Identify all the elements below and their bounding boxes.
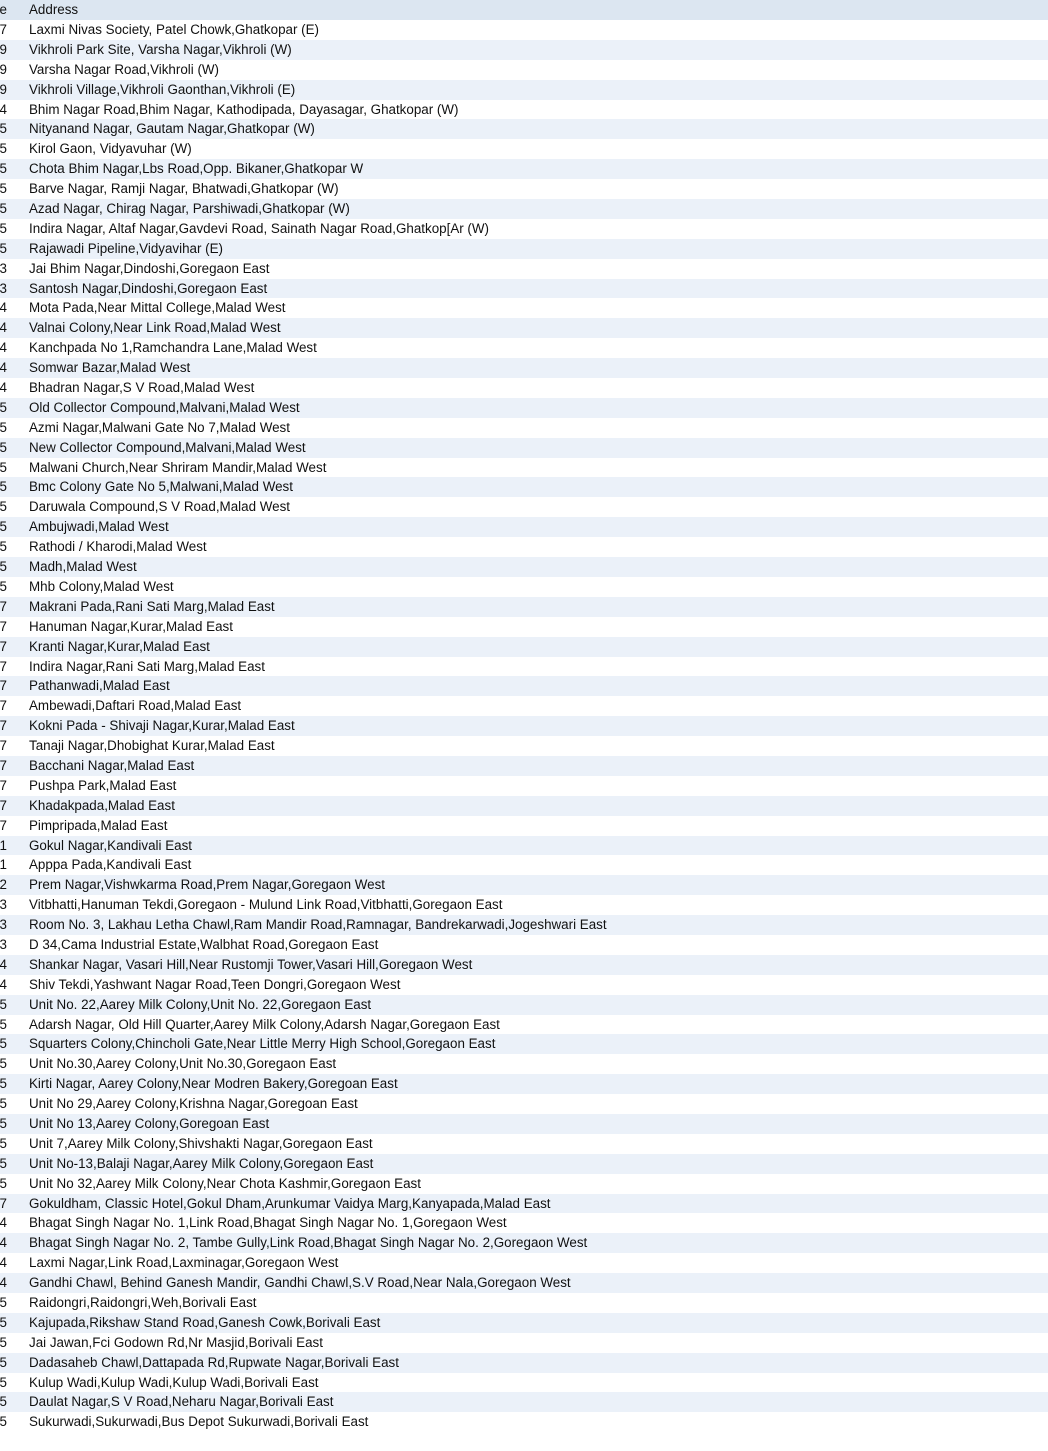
row-number-cell: 3 [0, 260, 7, 276]
address-cell: Dadasaheb Chawl,Dattapada Rd,Rupwate Nagar,Borivali East [29, 1354, 399, 1370]
address-cell: Bhagat Singh Nagar No. 2, Tambe Gully,Link Road,Bhagat Singh Nagar No. 2,Goregaon West [29, 1235, 588, 1251]
table-row [0, 637, 1048, 657]
row-number-cell: 5 [0, 1295, 7, 1310]
table-row [0, 239, 1048, 259]
table-row [0, 517, 1048, 537]
row-number-cell: 2 [0, 877, 7, 893]
address-cell: Khadakpada,Malad East [29, 797, 175, 813]
row-number-cell: 7 [0, 797, 7, 813]
address-cell: Vikhroli Park Site, Varsha Nagar,Vikhroli (W) [29, 41, 292, 57]
address-cell: Barve Nagar, Ramji Nagar, Bhatwadi,Ghatkopar (W) [29, 181, 339, 197]
address-cell: Indira Nagar, Altaf Nagar,Gavdevi Road, Sainath Nagar Road,Ghatkop[Ar (W) [29, 220, 489, 236]
address-cell: Bacchani Nagar,Malad East [29, 757, 195, 773]
table-row [0, 696, 1048, 716]
address-cell: Ambewadi,Daftari Road,Malad East [29, 698, 242, 714]
table-row [0, 338, 1048, 358]
address-cell: Unit No 29,Aarey Colony,Krishna Nagar,Goregoan East [29, 1096, 358, 1112]
address-rows [0, 20, 1048, 1432]
table-row [0, 497, 1048, 517]
address-cell: Santosh Nagar,Dindoshi,Goregaon East [29, 280, 268, 296]
row-number-cell: 7 [0, 1195, 7, 1211]
row-number-cell: 5 [0, 479, 7, 495]
row-number-cell: 5 [0, 996, 7, 1012]
row-number-cell: 5 [0, 399, 7, 415]
address-cell: Prem Nagar,Vishwkarma Road,Prem Nagar,Goregaon West [29, 877, 386, 893]
table-row [0, 975, 1048, 995]
table-row [0, 398, 1048, 418]
address-cell: Unit No-13,Balaji Nagar,Aarey Milk Colony,Goregaon East [29, 1155, 374, 1171]
table-row [0, 1293, 1048, 1313]
table-row [0, 1174, 1048, 1194]
address-cell: Laxmi Nivas Society, Patel Chowk,Ghatkopar (E) [29, 22, 319, 37]
table-row [0, 577, 1048, 597]
address-cell: Apppa Pada,Kandivali East [29, 857, 192, 873]
row-number-cell: 5 [0, 559, 7, 575]
address-cell: Daulat Nagar,S V Road,Neharu Nagar,Borivali East [29, 1394, 334, 1410]
table-row [0, 60, 1048, 80]
table-row [0, 955, 1048, 975]
row-number-cell: 5 [0, 499, 7, 515]
table-row [0, 1392, 1048, 1412]
table-row [0, 80, 1048, 100]
table-row [0, 756, 1048, 776]
row-number-cell: 5 [0, 578, 7, 594]
row-number-cell: 5 [0, 1056, 7, 1072]
address-cell: Kirol Gaon, Vidyavuhar (W) [29, 141, 192, 157]
row-number-cell: 7 [0, 598, 7, 614]
table-row [0, 20, 1048, 40]
row-number-cell: 4 [0, 976, 7, 992]
table-row [0, 458, 1048, 478]
address-cell: Madh,Malad West [29, 559, 137, 575]
row-number-cell: 4 [0, 320, 7, 336]
address-cell: Nityanand Nagar, Gautam Nagar,Ghatkopar (W) [29, 121, 315, 137]
row-number-cell: 4 [0, 380, 7, 396]
address-cell: Daruwala Compound,S V Road,Malad West [29, 499, 290, 515]
row-number-cell: 4 [0, 1275, 7, 1291]
address-cell: Pimpripada,Malad East [29, 817, 168, 833]
address-cell: Laxmi Nagar,Link Road,Laxminagar,Goregaon West [29, 1255, 339, 1271]
table-row [0, 1194, 1048, 1214]
row-number-cell: 4 [0, 340, 7, 356]
row-number-cell: 5 [0, 201, 7, 217]
address-cell: Raidongri,Raidongri,Weh,Borivali East [29, 1295, 257, 1310]
address-cell: Kokni Pada - Shivaji Nagar,Kurar,Malad East [29, 718, 295, 734]
table-row [0, 1233, 1048, 1253]
address-cell: Unit No 13,Aarey Colony,Goregoan East [29, 1115, 270, 1131]
table-row [0, 1313, 1048, 1333]
address-cell: Indira Nagar,Rani Sati Marg,Malad East [29, 658, 265, 674]
table-row [0, 895, 1048, 915]
row-number-cell: 5 [0, 1155, 7, 1171]
address-cell: Pathanwadi,Malad East [29, 678, 170, 694]
table-row [0, 219, 1048, 239]
row-number-cell: 1 [0, 837, 7, 853]
address-cell: Bhadran Nagar,S V Road,Malad West [29, 380, 255, 396]
table-row [0, 1074, 1048, 1094]
address-cell: Tanaji Nagar,Dhobighat Kurar,Malad East [29, 738, 275, 754]
row-number-cell: 5 [0, 539, 7, 555]
table-row [0, 1094, 1048, 1114]
address-cell: Unit No. 22,Aarey Milk Colony,Unit No. 22,Goregaon East [29, 996, 372, 1012]
row-number-cell: 4 [0, 300, 7, 316]
address-cell: Azad Nagar, Chirag Nagar, Parshiwadi,Ghatkopar (W) [29, 201, 350, 217]
row-number-cell: 4 [0, 956, 7, 972]
table-row [0, 915, 1048, 935]
address-cell: Sukurwadi,Sukurwadi,Bus Depot Sukurwadi,Borivali East [29, 1414, 369, 1430]
address-cell: Malwani Church,Near Shriram Mandir,Malad West [29, 459, 327, 475]
row-number-cell: 5 [0, 439, 7, 455]
row-number-cell: 5 [0, 1135, 7, 1151]
table-row [0, 159, 1048, 179]
address-cell: Rajawadi Pipeline,Vidyavihar (E) [29, 240, 224, 256]
header-left-cut: e [0, 2, 7, 17]
table-row [0, 1213, 1048, 1233]
table-row [0, 816, 1048, 836]
row-number-cell: 7 [0, 22, 7, 37]
table-row [0, 1154, 1048, 1174]
address-cell: Room No. 3, Lakhau Letha Chawl,Ram Mandir Road,Ramnagar, Bandrekarwadi,Jogeshwari East [29, 917, 607, 933]
address-cell: Jai Bhim Nagar,Dindoshi,Goregaon East [29, 260, 270, 276]
address-cell: Pushpa Park,Malad East [29, 777, 177, 793]
row-number-cell: 3 [0, 280, 7, 296]
row-number-cell: 5 [0, 1414, 7, 1430]
table-row [0, 119, 1048, 139]
address-cell: Shankar Nagar, Vasari Hill,Near Rustomji Tower,Vasari Hill,Goregaon West [29, 956, 473, 972]
row-number-cell: 4 [0, 1235, 7, 1251]
address-cell: Unit No.30,Aarey Colony,Unit No.30,Goregaon East [29, 1056, 337, 1072]
row-number-cell: 5 [0, 181, 7, 197]
row-number-cell: 7 [0, 777, 7, 793]
row-number-cell: 5 [0, 1314, 7, 1330]
table-row [0, 1054, 1048, 1074]
address-cell: Valnai Colony,Near Link Road,Malad West [29, 320, 281, 336]
table-row [0, 776, 1048, 796]
address-cell: Varsha Nagar Road,Vikhroli (W) [29, 61, 220, 77]
row-number-cell: 5 [0, 1354, 7, 1370]
table-row [0, 676, 1048, 696]
address-cell: Rathodi / Kharodi,Malad West [29, 539, 207, 555]
table-row [0, 1114, 1048, 1134]
table-row [0, 1034, 1048, 1054]
row-number-cell: 1 [0, 857, 7, 873]
table-row [0, 935, 1048, 955]
table-row [0, 298, 1048, 318]
address-cell: Jai Jawan,Fci Godown Rd,Nr Masjid,Borivali East [29, 1334, 323, 1350]
address-cell: Mhb Colony,Malad West [29, 578, 174, 594]
address-cell: Kranti Nagar,Kurar,Malad East [29, 638, 210, 654]
row-number-cell: 5 [0, 459, 7, 475]
row-number-cell: 5 [0, 519, 7, 535]
address-cell: Shiv Tekdi,Yashwant Nagar Road,Teen Dongri,Goregaon West [29, 976, 401, 992]
row-number-cell: 7 [0, 638, 7, 654]
table-row [0, 557, 1048, 577]
table-row [0, 139, 1048, 159]
table-row [0, 736, 1048, 756]
table-row [0, 875, 1048, 895]
address-cell: New Collector Compound,Malvani,Malad West [29, 439, 306, 455]
table-row [0, 1373, 1048, 1393]
table-row [0, 537, 1048, 557]
row-number-cell: 5 [0, 161, 7, 177]
table-row [0, 378, 1048, 398]
address-cell: Gandhi Chawl, Behind Ganesh Mandir, Gandhi Chawl,S.V Road,Near Nala,Goregaon West [29, 1275, 571, 1291]
address-cell: Azmi Nagar,Malwani Gate No 7,Malad West [29, 419, 290, 435]
table-row [0, 1253, 1048, 1273]
table-row [0, 597, 1048, 617]
address-cell: Kajupada,Rikshaw Stand Road,Ganesh Cowk,Borivali East [29, 1314, 381, 1330]
table-row [0, 259, 1048, 279]
row-number-cell: 7 [0, 718, 7, 734]
address-cell: Bhim Nagar Road,Bhim Nagar, Kathodipada, Dayasagar, Ghatkopar (W) [29, 101, 459, 117]
table-row [0, 1333, 1048, 1353]
row-number-cell: 5 [0, 1076, 7, 1092]
address-cell: Somwar Bazar,Malad West [29, 360, 191, 376]
row-number-cell: 5 [0, 1374, 7, 1390]
address-cell: Adarsh Nagar, Old Hill Quarter,Aarey Milk Colony,Adarsh Nagar,Goregaon East [29, 1016, 500, 1032]
table-row [0, 1134, 1048, 1154]
row-number-cell: 7 [0, 678, 7, 694]
row-number-cell: 5 [0, 1036, 7, 1052]
table-row [0, 855, 1048, 875]
row-number-cell: 9 [0, 41, 7, 57]
row-number-cell: 5 [0, 1394, 7, 1410]
row-number-cell: 7 [0, 738, 7, 754]
address-cell: Makrani Pada,Rani Sati Marg,Malad East [29, 598, 275, 614]
row-number-cell: 9 [0, 81, 7, 97]
address-cell: Kanchpada No 1,Ramchandra Lane,Malad West [29, 340, 317, 356]
row-number-cell: 4 [0, 1255, 7, 1271]
row-number-cell: 7 [0, 757, 7, 773]
table-row [0, 358, 1048, 378]
address-cell: Unit 7,Aarey Milk Colony,Shivshakti Nagar,Goregaon East [29, 1135, 373, 1151]
address-cell: Old Collector Compound,Malvani,Malad West [29, 399, 300, 415]
row-number-cell: 4 [0, 360, 7, 376]
row-number-cell: 9 [0, 61, 7, 77]
row-number-cell: 7 [0, 817, 7, 833]
table-row [0, 1353, 1048, 1373]
table-row [0, 40, 1048, 60]
row-number-cell: 5 [0, 121, 7, 137]
row-number-cell: 5 [0, 1175, 7, 1191]
table-row [0, 1015, 1048, 1035]
table-row [0, 318, 1048, 338]
row-number-cell: 7 [0, 618, 7, 634]
address-cell: Kulup Wadi,Kulup Wadi,Kulup Wadi,Borivali East [29, 1374, 319, 1390]
row-number-cell: 5 [0, 1016, 7, 1032]
table-row [0, 477, 1048, 497]
table-row [0, 1412, 1048, 1432]
table-row [0, 716, 1048, 736]
table-row [0, 100, 1048, 120]
row-number-cell: 3 [0, 936, 7, 952]
table-row [0, 617, 1048, 637]
row-number-cell: 5 [0, 1334, 7, 1350]
table-row [0, 279, 1048, 299]
table-row [0, 836, 1048, 856]
address-cell: Mota Pada,Near Mittal College,Malad West [29, 300, 286, 316]
address-cell: Kirti Nagar, Aarey Colony,Near Modren Bakery,Goregoan East [29, 1076, 398, 1092]
table-row [0, 995, 1048, 1015]
header-row [0, 0, 1048, 20]
row-number-cell: 7 [0, 698, 7, 714]
address-cell: Vikhroli Village,Vikhroli Gaonthan,Vikhroli (E) [29, 81, 296, 97]
table-row [0, 199, 1048, 219]
address-column-header: Address [29, 2, 79, 17]
address-cell: Squarters Colony,Chincholi Gate,Near Little Merry High School,Goregaon East [29, 1036, 496, 1052]
row-number-cell: 5 [0, 141, 7, 157]
table-row [0, 418, 1048, 438]
row-number-cell: 5 [0, 1096, 7, 1112]
address-cell: Vitbhatti,Hanuman Tekdi,Goregaon - Mulund Link Road,Vitbhatti,Goregaon East [29, 897, 503, 913]
row-number-cell: 4 [0, 101, 7, 117]
address-cell: Gokul Nagar,Kandivali East [29, 837, 193, 853]
table-row [0, 179, 1048, 199]
row-number-cell: 7 [0, 658, 7, 674]
address-cell: Gokuldham, Classic Hotel,Gokul Dham,Arunkumar Vaidya Marg,Kanyapada,Malad East [29, 1195, 551, 1211]
address-cell: Bmc Colony Gate No 5,Malwani,Malad West [29, 479, 293, 495]
row-number-cell: 5 [0, 240, 7, 256]
row-number-cell: 3 [0, 917, 7, 933]
row-number-cell: 5 [0, 1115, 7, 1131]
address-cell: D 34,Cama Industrial Estate,Walbhat Road,Goregaon East [29, 936, 379, 952]
table-row [0, 1273, 1048, 1293]
row-number-cell: 4 [0, 1215, 7, 1231]
row-number-cell: 5 [0, 220, 7, 236]
row-number-cell: 5 [0, 419, 7, 435]
row-number-cell: 3 [0, 897, 7, 913]
address-cell: Unit No 32,Aarey Milk Colony,Near Chota Kashmir,Goregaon East [29, 1175, 421, 1191]
address-cell: Ambujwadi,Malad West [29, 519, 169, 535]
table-row [0, 438, 1048, 458]
address-cell: Hanuman Nagar,Kurar,Malad East [29, 618, 233, 634]
table-row [0, 796, 1048, 816]
table-row [0, 657, 1048, 677]
address-cell: Chota Bhim Nagar,Lbs Road,Opp. Bikaner,Ghatkopar W [29, 161, 364, 177]
address-cell: Bhagat Singh Nagar No. 1,Link Road,Bhagat Singh Nagar No. 1,Goregaon West [29, 1215, 507, 1231]
